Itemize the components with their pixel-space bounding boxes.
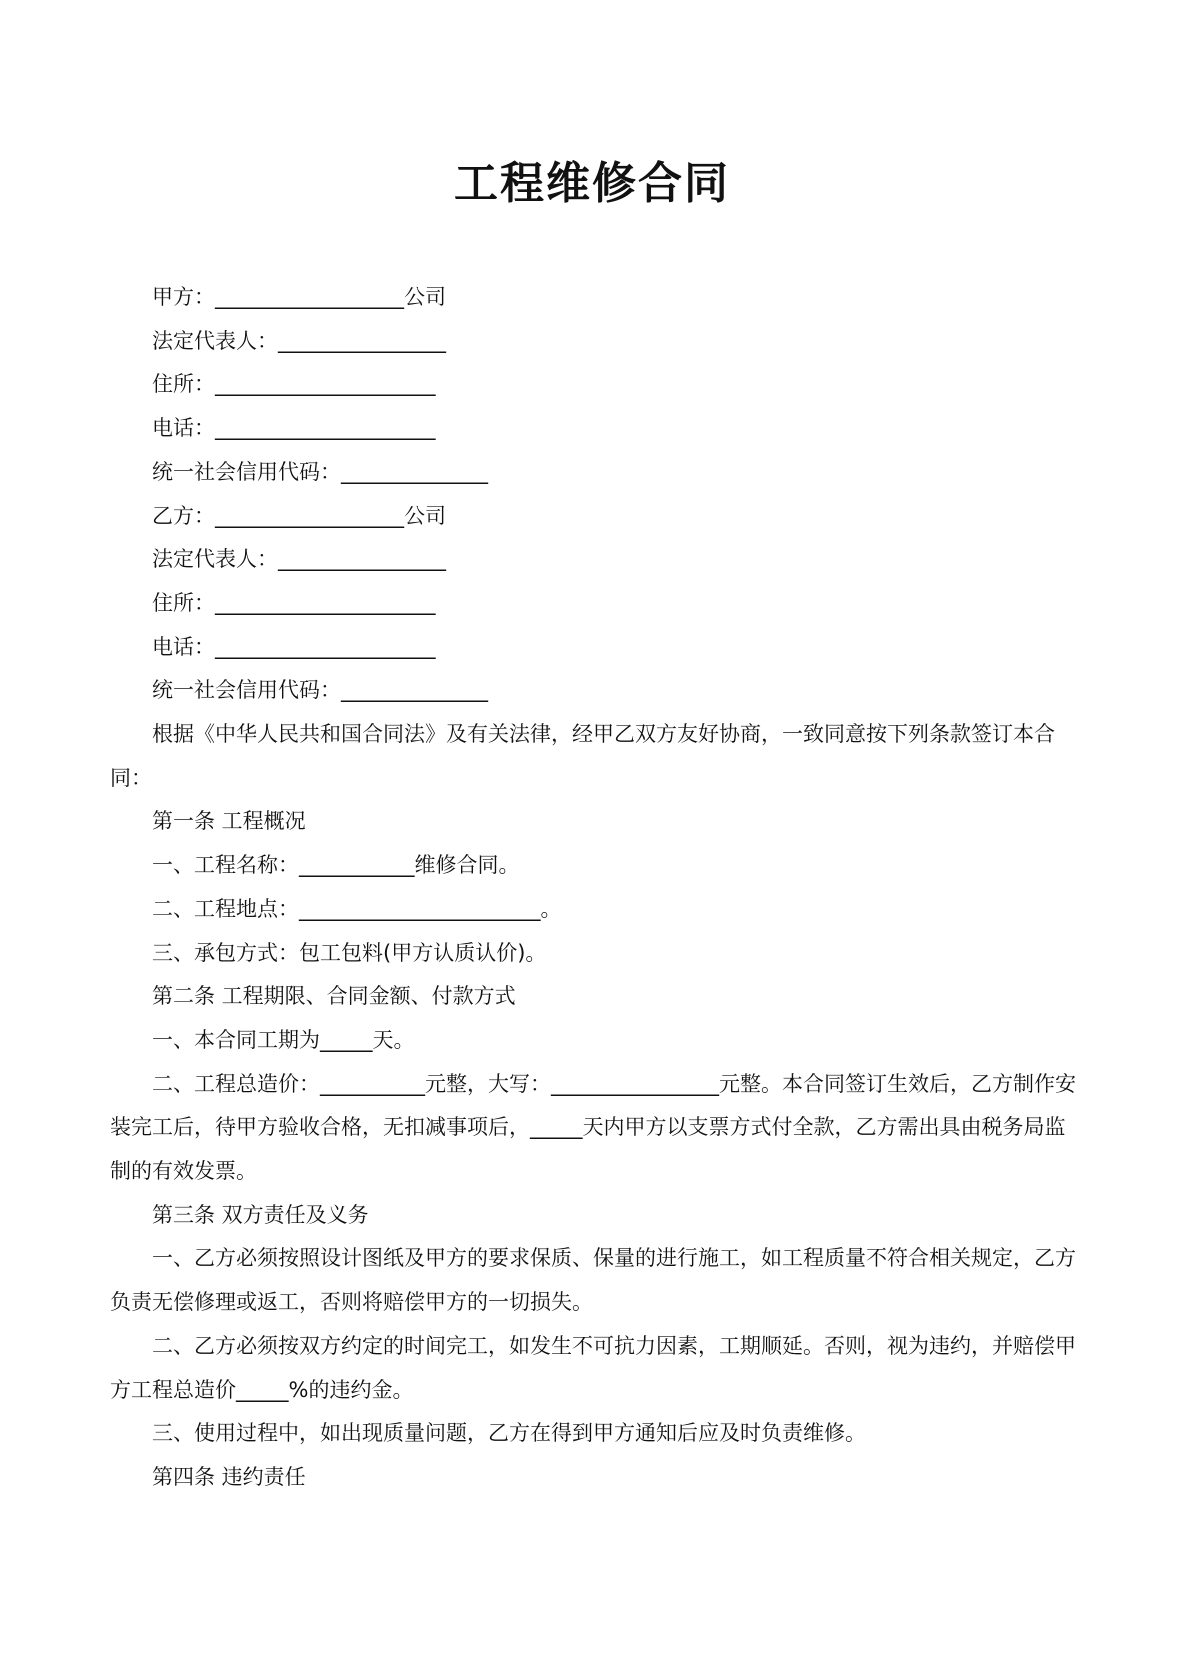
party-a-address: 住所：_____________________: [152, 372, 436, 397]
document-title: 工程维修合同: [454, 158, 730, 209]
party-b-address: 住所：_____________________: [152, 590, 436, 615]
article-3-heading: 第三条 双方责任及义务: [152, 1202, 369, 1227]
article-1-heading: 第一条 工程概况: [152, 809, 306, 834]
article-1-item-2: 二、工程地点：_______________________。: [152, 896, 562, 921]
preamble-paragraph: 根据《中华人民共和国合同法》及有关法律，经甲乙双方友好协商，一致同意按下列条款签订本合同：: [110, 722, 1055, 790]
document-body: [110, 276, 1086, 1500]
article-3-item-2: 二、乙方必须按双方约定的时间完工，如发生不可抗力因素，工期顺延。否则，视为违约，并赔偿甲方工程总造价_____%的违约金。: [110, 1333, 1076, 1402]
article-2-item-2: 二、工程总造价：__________元整，大写：________________元整。本合同签订生效后，乙方制作安装完工后，待甲方验收合格，无扣减事项后，_____天内甲方以支票方式付全款，乙方需出具由税务局监制的有效发票。: [110, 1071, 1076, 1184]
party-a-phone: 电话：_____________________: [152, 416, 436, 441]
article-3-item-3: 三、使用过程中，如出现质量问题，乙方在得到甲方通知后应及时负责维修。: [152, 1421, 866, 1446]
party-a-credit-code: 统一社会信用代码：______________: [152, 459, 488, 484]
party-b-name: 乙方：__________________公司: [152, 503, 446, 528]
party-a-name: 甲方：__________________公司: [152, 285, 446, 309]
article-2-heading: 第二条 工程期限、合同金额、付款方式: [152, 984, 516, 1009]
article-1-item-1: 一、工程名称：___________维修合同。: [152, 853, 520, 878]
party-b-legal-rep: 法定代表人：________________: [152, 547, 446, 572]
article-4-heading: 第四条 违约责任: [152, 1464, 306, 1489]
article-1-item-3: 三、承包方式：包工包料(甲方认质认价)。: [152, 940, 547, 965]
party-a-legal-rep: 法定代表人：________________: [152, 328, 446, 353]
party-b-phone: 电话：_____________________: [152, 634, 436, 659]
party-b-credit-code: 统一社会信用代码：______________: [152, 678, 488, 703]
article-3-item-1: 一、乙方必须按照设计图纸及甲方的要求保质、保量的进行施工，如工程质量不符合相关规定，乙方负责无偿修理或返工，否则将赔偿甲方的一切损失。: [110, 1246, 1076, 1315]
article-2-item-1: 一、本合同工期为_____天。: [152, 1027, 415, 1052]
